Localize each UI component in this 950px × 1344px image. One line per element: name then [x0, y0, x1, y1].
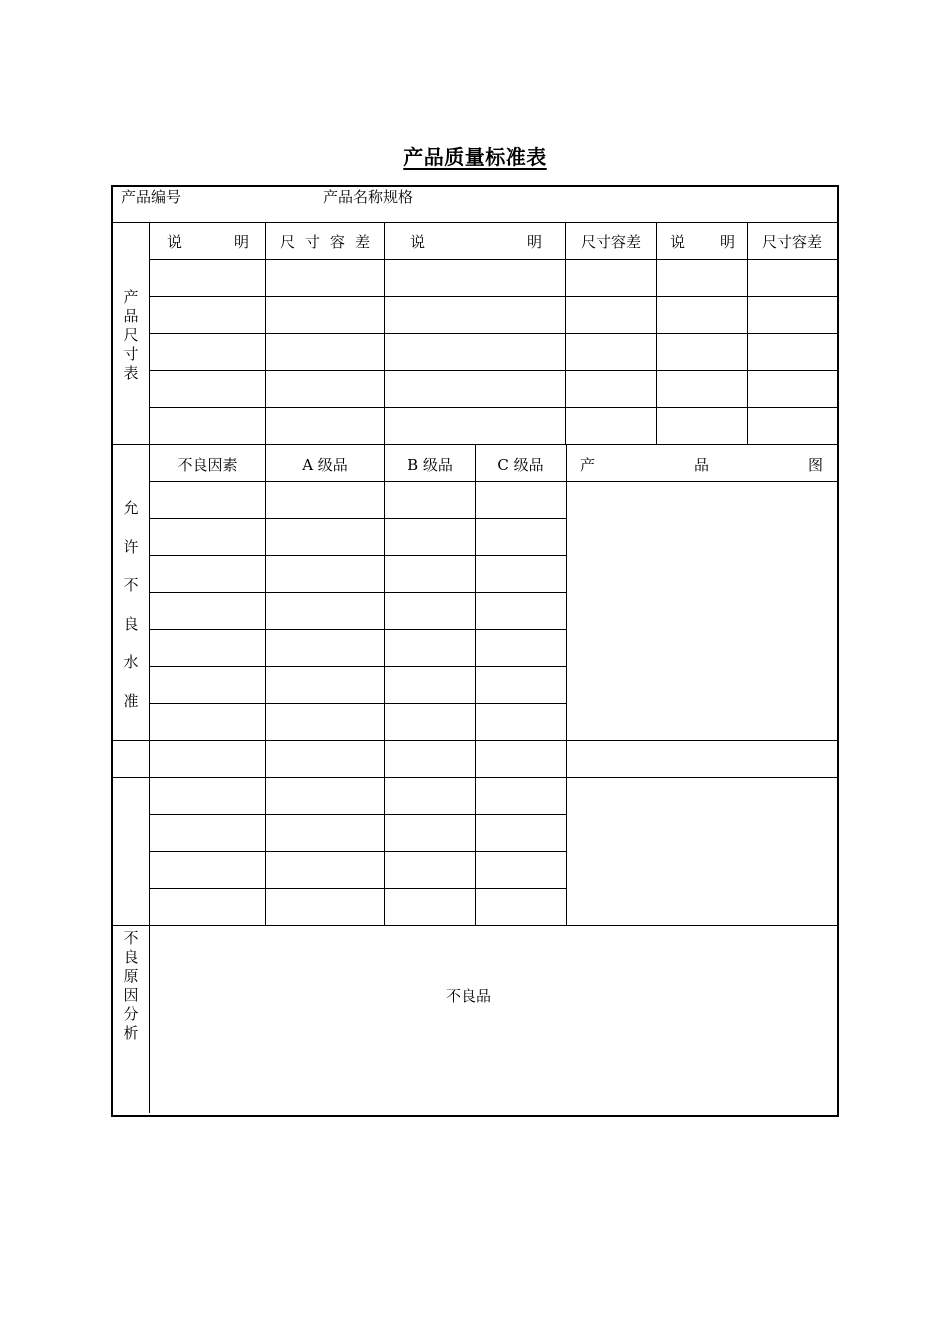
col-size-tolerance-2: 尺寸容差 — [580, 233, 641, 251]
grid-line-v — [475, 444, 476, 925]
grid-line-h — [149, 259, 837, 260]
grid-line-h — [149, 333, 837, 334]
grid-line-v — [384, 444, 385, 925]
col-product-drawing: 产 品 图 — [580, 455, 823, 474]
grid-line-h — [113, 222, 837, 223]
grid-line-h — [149, 666, 566, 667]
grid-line-h — [149, 851, 566, 852]
col-desc-1: 说 — [167, 233, 183, 251]
col-grade-a: A 级品 — [302, 455, 348, 474]
grid-line-h — [113, 925, 837, 926]
product-name-spec-label: 产品名称规格 — [323, 188, 414, 206]
col-grade-c: C 级品 — [497, 455, 544, 474]
grid-line-h — [149, 703, 566, 704]
col-grade-b: B 级品 — [407, 455, 453, 474]
col-desc-3: 说 — [670, 233, 686, 251]
col-size-tolerance-3: 尺寸容差 — [761, 233, 822, 251]
grid-line-h — [149, 407, 837, 408]
page-title: 产品质量标准表 — [403, 145, 547, 169]
grid-line-h — [149, 888, 566, 889]
col-size-tolerance-1: 尺 寸 容 差 — [280, 233, 370, 251]
grid-line-h — [149, 518, 566, 519]
defective-product-label: 不良品 — [445, 986, 491, 1005]
grid-line-h — [149, 592, 566, 593]
grid-line-v — [656, 222, 657, 444]
col-desc-2: 说 — [410, 233, 426, 251]
grid-line-h — [149, 296, 837, 297]
grid-line-v — [384, 222, 385, 444]
grid-line-h — [149, 555, 566, 556]
grid-line-h — [149, 814, 566, 815]
grid-line-v — [566, 444, 567, 925]
col-defect-factor: 不良因素 — [177, 455, 238, 474]
size-table-side-label: 产 品 尺 寸 表 — [123, 288, 139, 382]
grid-line-h — [149, 629, 566, 630]
defect-table-side-label: 允 许 不 良 水 准 — [123, 499, 139, 710]
grid-line-v — [265, 444, 266, 925]
grid-line-h — [149, 370, 837, 371]
product-no-label: 产品编号 — [121, 188, 182, 206]
defect-cause-analysis-label: 不 良 原 因 分 析 — [123, 929, 139, 1042]
